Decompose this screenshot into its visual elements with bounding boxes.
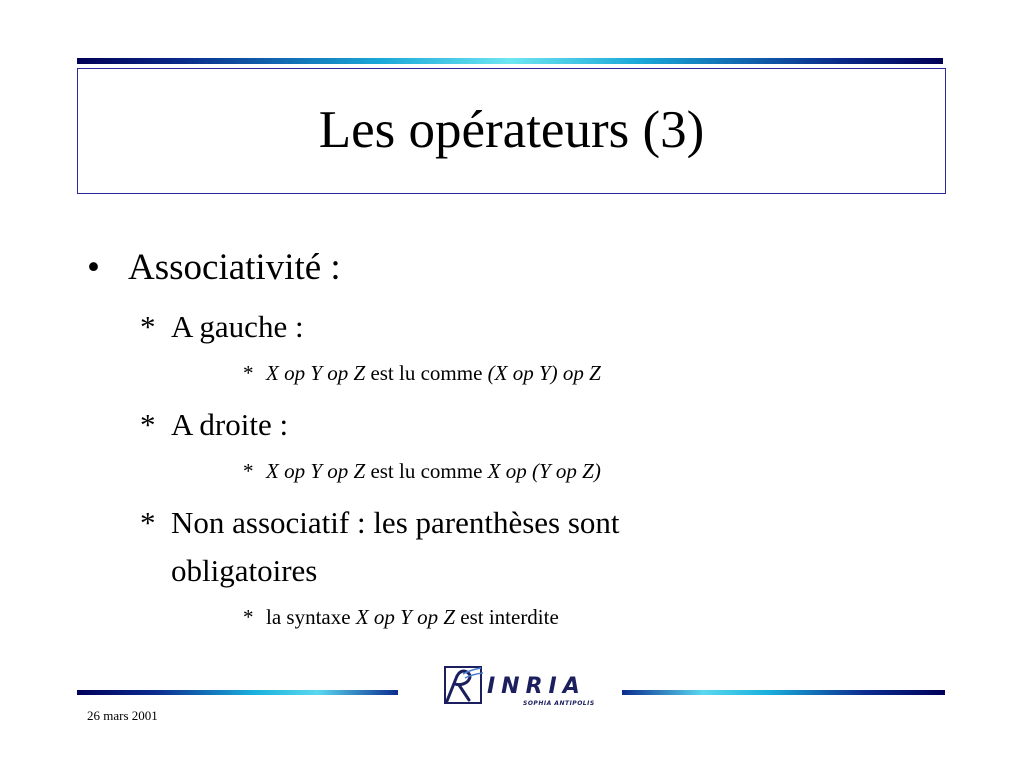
- sub-sub-bullet-marker: *: [243, 605, 254, 629]
- example-expression: X op Y op Z: [355, 605, 455, 629]
- slide-title: Les opérateurs (3): [318, 100, 705, 159]
- example-expression: X op Y op Z: [266, 361, 366, 385]
- sub-bullet-non-associatif-continued: obligatoires: [171, 553, 318, 588]
- sub-bullet-marker: *: [140, 505, 156, 540]
- logo-wordmark: INRIA: [487, 674, 586, 699]
- bullet-associativite: Associativité :: [128, 247, 341, 288]
- sub-sub-bullet-marker: *: [243, 361, 254, 385]
- inria-logo: [443, 664, 603, 714]
- inria-emblem-icon: [443, 664, 487, 708]
- example-expression: X op Y op Z: [266, 459, 366, 483]
- example-connector: est lu comme: [365, 459, 488, 483]
- example-left-assoc: [266, 361, 601, 386]
- footer-rule-left: [77, 690, 398, 695]
- sub-bullet-marker: *: [140, 309, 156, 344]
- sub-sub-bullet-marker: *: [243, 459, 254, 483]
- example-right-assoc: [266, 459, 601, 484]
- example-result: X op (Y op Z): [487, 459, 601, 483]
- example-result: (X op Y) op Z: [487, 361, 601, 385]
- footer-date: 26 mars 2001: [87, 708, 158, 723]
- logo-subtitle: SOPHIA ANTIPOLIS: [523, 700, 595, 707]
- sub-bullet-marker: *: [140, 407, 156, 442]
- footer-rule-right: [622, 690, 945, 695]
- example-non-assoc: [266, 605, 559, 630]
- bullet-marker: •: [87, 247, 100, 288]
- example-prefix: la syntaxe: [266, 605, 356, 629]
- example-connector: est lu comme: [365, 361, 488, 385]
- sub-bullet-non-associatif: Non associatif : les parenthèses sont: [171, 505, 620, 540]
- sub-bullet-a-gauche: A gauche :: [171, 309, 304, 344]
- sub-bullet-a-droite: A droite :: [171, 407, 289, 442]
- example-suffix: est interdite: [455, 605, 559, 629]
